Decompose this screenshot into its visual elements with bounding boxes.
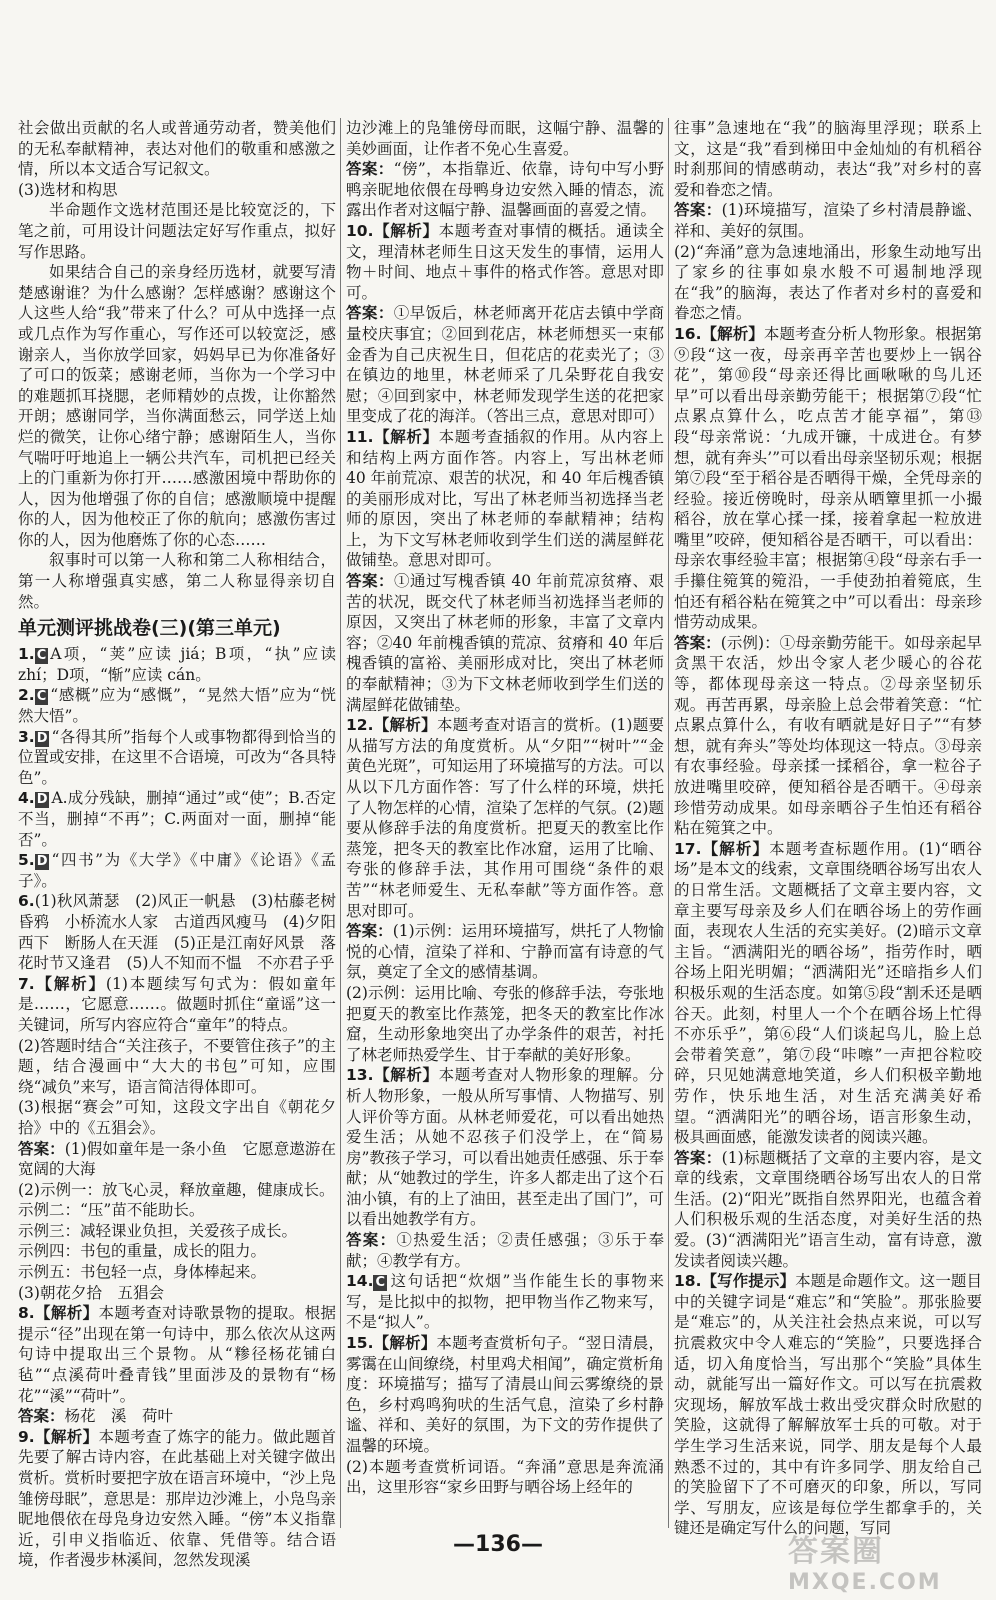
answer-item <box>18 1303 336 1406</box>
column-3 <box>674 118 982 1538</box>
answer-text: 往事”急速地在“我”的脑海里浮现；联系上文，这是“我”看到梯田中金灿灿的有机稻谷时刹那间的情感萌动，表达“我”对乡村的喜爱和眷恋之情。 <box>674 119 982 199</box>
answer-text: (3)朝花夕拾 五猖会 <box>18 1283 164 1302</box>
answer-text: 本题考查插叙的作用。从内容上和结构上两方面作答。内容上，写出林老师 40 年前荒凉、艰苦的状况，和 40 年后槐香镇的美丽形成对比，写出了林老师当初选择当老师的原因，突出了林老师的奉献精神；结构上，为下文写林老师收到学生们送的满屋鲜花做铺垫。意思对即可。 <box>346 427 664 570</box>
answer-text: 本题考查对诗歌景物的提取。根据提示“径”出现在第一句诗中，那么依次从这两句诗中提取出三个景物。从“糁径杨花铺白毡”“点溪荷叶叠青钱”里面涉及的景物有“杨花”“溪”“荷叶”。 <box>18 1304 336 1405</box>
answer-tag: 【解析】 <box>701 838 770 858</box>
answer-tag: 【解析】 <box>34 973 106 993</box>
answer-text: (1)环境描写，渲染了乡村清晨静谧、祥和、美好的氛围。 <box>674 201 982 240</box>
answer-item <box>18 644 336 685</box>
answer-tag: 答案： <box>346 571 394 591</box>
column-1 <box>18 118 336 1570</box>
question-number: 1. <box>18 645 35 664</box>
paragraph: 叙事时可以第一人称和第二人称相结合，第一人称增强真实感，第二人称显得亲切自然。 <box>18 551 336 611</box>
answer-text: A.成分残缺，删掉“通过”或“使”；B.否定不当，删掉“不再”；C.两面对一面，删掉“能否”。 <box>18 789 336 849</box>
column-2 <box>346 118 664 1528</box>
question-number: 18. <box>674 1272 702 1291</box>
choice-badge: D <box>36 792 48 808</box>
site-watermark <box>788 1526 988 1595</box>
paragraph: 如果结合自己的亲身经历选材，就要写清楚感谢谁？为什么感谢？怎样感谢？感谢这个人这些人给“我”带来了什么？可从中选择一点或几点作为写作重心，写作还可以较宽泛，感谢亲人，当你放学回家，妈妈早已为你准备好了可口的饭菜；感谢老师，当你为一个学习中的难题抓耳挠腮，老师精妙的点拨，让你豁然开朗；感谢同学，当你满面愁云，同学送上灿烂的微笑，让你心绪宁静；感谢陌生人，当你气喘吁吁地追上一辆公共汽车，司机把已经关上的门重新为你打开……感激困境中帮助你的人，因为他增强了你的自信；感激顺境中提醒你的人，因为他校正了你的航向；感激伤害过你的人，因为他磨炼了你的心态…… <box>18 263 336 549</box>
answer-tag: 答案： <box>674 200 722 220</box>
answer-item <box>674 242 982 324</box>
answer-item <box>18 685 336 726</box>
answer-text: (1)秋风萧瑟 (2)风正一帆悬 (3)枯藤老树昏鸦 小桥流水人家 古道西风瘦马 (4)夕阳西下 断肠人在天涯 (5)正是江南好风景 落花时节又逢君 (5)人不知而不愠 不亦君子乎 <box>18 892 336 973</box>
answer-tag: 【写作提示】 <box>701 1271 796 1291</box>
question-number: 5. <box>18 851 35 870</box>
answer-item <box>18 1283 336 1304</box>
answer-item <box>346 1457 664 1498</box>
answer-item <box>18 788 336 850</box>
answer-item <box>18 1200 336 1221</box>
answer-tag: 答案： <box>18 1138 65 1158</box>
answer-tag: 【解析】 <box>373 1333 437 1353</box>
answer-text: (2)答题时结合“关注孩子，不要管住孩子”的主题，结合漫画中“大大的书包”可知，应围绕“减负”来写，语言简洁得体即可。 <box>18 1036 336 1096</box>
answer-text: 示例五：书包轻一点，身体棒起来。 <box>18 1263 267 1282</box>
answer-item <box>18 1262 336 1283</box>
paragraph: 半命题作文选材范围还是比较宽泛的，下笔之前，可用设计问题法定好写作重点，拟好写作思路。 <box>18 201 336 261</box>
answer-text: ①通过写槐香镇 40 年前荒凉贫瘠、艰苦的状况，既交代了林老师当初选择当老师的原因，又突出了林老师的形象，丰富了文章内容；②40 年前槐香镇的荒凉、贫瘠和 40 年后槐香镇的富裕、美丽形成对比，突出了林老师的奉献精神；③为下文林老师收到学生们送的满屋鲜花做铺垫。 <box>346 572 664 714</box>
answer-text: (2)“奔涌”意为急速地涌出，形象生动地写出了家乡的往事如泉水般不可遏制地浮现在“我”的脑海，表达了作者对乡村的喜爱和眷恋之情。 <box>674 242 982 323</box>
answer-item <box>674 1148 982 1272</box>
answer-text: (1)标题概括了文章的主要内容，是文章的线索，文章围绕晒谷场写出农人的日常生活。(2)“阳光”既指自然界阳光，也蕴含着人们积极乐观的生活态度，对美好生活的热爱。(3)“洒满阳光”语言生动，富有诗意，激发读者阅读兴趣。 <box>674 1148 982 1270</box>
answer-tag: 【解析】 <box>34 1426 99 1446</box>
answer-tag: 【解析】 <box>373 1065 439 1085</box>
answer-item <box>18 1406 336 1427</box>
answer-text: “四书”为《大学》《中庸》《论语》《孟子》。 <box>18 851 336 890</box>
answer-item <box>346 1065 664 1230</box>
answer-tag: 【解析】 <box>34 1303 99 1323</box>
question-number: 14. <box>346 1272 374 1291</box>
answer-list <box>346 118 664 1498</box>
choice-badge: C <box>36 648 47 664</box>
answer-text: “感概”应为“感慨”，“晃然大悟”应为“恍然大悟”。 <box>18 686 336 726</box>
answer-item <box>674 839 982 1148</box>
answer-text: (1)本题续写句式为：假如童年是……，它愿意……。做题时抓住“童谣”这一关键词，所写内容应符合“童年”的特点。 <box>18 974 336 1034</box>
answer-item <box>674 200 982 241</box>
answer-item <box>18 727 336 789</box>
answer-item <box>346 921 664 983</box>
answer-item <box>18 891 336 973</box>
choice-badge: D <box>36 730 48 746</box>
answer-text: (2)示例：运用比喻、夸张的修辞手法，夸张地把夏天的教室比作蒸笼，把冬天的教室比作冰窟，生动形象地突出了办学条件的艰苦，衬托了林老师热爱学生、甘于奉献的美好形象。 <box>346 983 664 1064</box>
question-number: 7. <box>18 974 35 993</box>
answer-text: 本题考查分析人物形象。根据第⑨段“这一夜，母亲再辛苦也要炒上一锅谷花”，第⑩段“母亲还得比画啾啾的鸟儿还早”可以看出母亲勤劳能干；根据第⑦段“忙点累点算什么，吃点苦才能享福”，第⑬段“母亲常说：‘九成开镰，十成进仓。有梦想，就有奔头’”可以看出母亲坚韧乐观；根据第⑦段“至于稻谷是否晒得干燥，全凭母亲的经验。接近傍晚时，母亲从晒簟里抓一小撮稻谷，放在掌心揉一揉，接着拿起一粒放进嘴里”咬碎，便知稻谷是否晒干，可以看出：母亲农事经验丰富；根据第④段“母亲右手一手攥住箢箕的箢沿，一手使劲拍着箢底，生怕还有稻谷粘在箢箕之中”可以看出：母亲珍惜劳动成果。 <box>674 324 982 632</box>
answer-item <box>346 221 664 303</box>
choice-badge: C <box>36 689 47 705</box>
question-number: 17. <box>674 839 702 858</box>
answer-item <box>18 974 336 1036</box>
answer-item <box>674 324 982 633</box>
answer-item <box>346 983 664 1065</box>
answer-text: ①热爱生活；②责任感强；③乐于奉献；④教学有方。 <box>346 1231 664 1270</box>
answer-item <box>346 715 664 921</box>
answer-text: (2)本题考查赏析词语。“奔涌”意思是奔流涌出，这里形容“家乡田野与晒谷场上经年的 <box>346 1457 664 1497</box>
question-number: 6. <box>18 892 35 911</box>
answer-item <box>346 571 664 715</box>
answer-text: 本题考查对人物形象的理解。分析人物形象，一般从所写事情、人物描写、别人评价等方面。从林老师爱花，可以看出她热爱生活；从她不忍孩子们没学上，在“简易房”教孩子学习，可以看出她责任感强、乐于奉献；从“她教过的学生，许多人都走出了这个石油小镇，有的上了油田，甚至走出了国门”，可以看出她教学有方。 <box>346 1066 664 1229</box>
answer-tag: 【解析】 <box>373 426 439 446</box>
answer-list <box>674 118 982 1539</box>
answer-text: 边沙滩上的凫雏傍母而眠，这幅宁静、温馨的美妙画面，让作者不免心生喜爱。 <box>346 119 664 158</box>
answer-item <box>346 159 664 221</box>
answer-text: A项，“荚”应读 jiá；B项，“执”应读 zhí；D项，“惭”应读 cán。 <box>18 645 336 684</box>
answer-text: (示例)：①母亲勤劳能干。如母亲起早贪黑干农活，炒出令家人老少暖心的谷花等，都体现母亲这一特点。②母亲坚韧乐观。再苦再累，母亲脸上总会带着笑意：“忙点累点算什么，有收有晒就是好日子”“有梦想，就有奔头”等处均体现这一特点。③母亲有农事经验。母亲揉一揉稻谷，拿一粒谷子放进嘴里咬碎，便知稻谷是否晒干。④母亲珍惜劳动成果。如母亲晒谷子生怕还有稻谷粘在箢箕之中。 <box>674 633 982 838</box>
answer-text: 示例三：减轻课业负担，关爱孩子成长。 <box>18 1221 298 1240</box>
answer-text: (3)根据“赛会”可知，这段文字出自《朝花夕拾》中的《五猖会》。 <box>18 1098 336 1137</box>
answer-tag: 【解析】 <box>373 220 439 240</box>
answer-text: 本题考查赏析句子。“翌日清晨，雾霭在山间缭绕，村里鸡犬相闻”，确定赏析角度：环境描写；描写了清晨山间云雾缭绕的景色，乡村鸡鸣狗吠的生活气息，渲染了乡村静谧、祥和、美好的氛围，为下文的劳作提供了温馨的环境。 <box>346 1334 664 1455</box>
answer-text: 本题是命题作文。这一题目中的关键字词是“难忘”和“笑脸”。那张脸要是“难忘”的，从关注社会热点来说，可以写抗震救灾中令人难忘的“笑脸”，只要选择合适，切入角度恰当，写出那个“笑脸”具体生动，就能写出一篇好作文。可以写在抗震救灾现场，解放军战士救出受灾群众时欣慰的笑脸，这就得了解解放军士兵的可敬。对于学生学习生活来说，同学、朋友是每个人最熟悉不过的，其中有许多同学、朋友给自己的笑脸留下了不可磨灭的印象，所以，写同学、写朋友，应该是每位学生都拿手的，关键还是确定写什么的问题，写同 <box>674 1272 982 1538</box>
answer-item <box>18 1139 336 1180</box>
answer-item <box>18 1036 336 1098</box>
answer-item <box>18 1097 336 1138</box>
answer-tag: 答案： <box>346 921 393 941</box>
answer-text: (2)示例一：放飞心灵，释放童趣，健康成长。 <box>18 1180 335 1199</box>
answer-text: 示例二：“压”苗不能助长。 <box>18 1201 205 1220</box>
answer-tag: 答案： <box>674 632 721 652</box>
choice-badge: D <box>36 854 48 870</box>
answer-text: “傍”，本指靠近、依靠，诗句中写小野鸭亲昵地依偎在母鸭身边安然入睡的情态，流露出作者对这幅宁静、温馨画面的喜爱之情。 <box>346 160 664 220</box>
answer-item <box>346 1333 664 1457</box>
answer-item <box>346 118 664 159</box>
question-number: 16. <box>674 324 702 343</box>
answer-text: 本题考查了炼字的能力。做此题首先要了解古诗内容，在此基础上对关键字做出赏析。赏析时要把字放在语言环境中，“沙上凫雏傍母眠”，意思是：那岸边沙滩上，小凫鸟亲昵地偎依在母凫身边安然入睡。“傍”本义指靠近，引申义指临近、依靠、凭借等。结合语境，作者漫步林溪间，忽然发现溪 <box>18 1427 336 1570</box>
column-divider-1 <box>340 118 341 1528</box>
answer-item <box>674 1271 982 1539</box>
paragraph: 社会做出贡献的名人或普通劳动者，赞美他们的无私奉献精神，表达对他们的敬重和感激之情，所以本文适合写记叙文。 <box>18 119 336 179</box>
paragraph: (3)选材和构思 <box>18 180 118 199</box>
answer-tag: 答案： <box>346 1230 397 1250</box>
answer-text: ①早饭后，林老师离开花店去镇中学商量校庆事宜；②回到花店，林老师想买一束郁金香为自己庆祝生日，但花店的花卖光了；③在镇边的地里，林老师采了几朵野花自我安慰；④回到家中，林老师发现学生送的花把家里变成了花的海洋。（答出三点，意思对即可） <box>346 304 664 426</box>
answer-text: 本题考查对语言的赏析。(1)题要从描写方法的角度赏析。从“夕阳”“树叶”“金黄色光斑”，可知运用了环境描写的方法。可以从以下几方面作答：写了什么样的环境，烘托了人物怎样的心情，渲染了怎样的气氛。(2)题要从修辞手法的角度赏析。把夏天的教室比作蒸笼，把冬天的教室比作冰窟，运用了比喻、夸张的修辞手法，其作用可围绕“条件的艰苦”“林老师爱生、无私奉献”等方面作答。意思对即可。 <box>346 716 664 920</box>
section-title: 单元测评挑战卷(三)(第三单元) <box>18 617 281 640</box>
answer-text: (1)示例：运用环境描写，烘托了人物愉悦的心情，渲染了祥和、宁静而富有诗意的气氛，奠定了全文的感情基调。 <box>346 922 664 982</box>
question-number: 11. <box>346 427 374 446</box>
choice-badge: C <box>375 1275 386 1291</box>
answer-item <box>18 1241 336 1262</box>
watermark-line-2: MXQE.COM <box>788 1570 942 1595</box>
answer-item <box>346 303 664 427</box>
answer-text: 这句话把“炊烟”当作能生长的事物来写，是比拟中的拟物，把甲物当作乙物来写，不是“拟人”。 <box>346 1272 664 1332</box>
answer-item <box>674 633 982 839</box>
page-number: —136— <box>453 1532 543 1557</box>
answer-tag: 答案： <box>18 1406 65 1426</box>
answer-item <box>346 427 664 571</box>
answer-item <box>18 1221 336 1242</box>
question-number: 9. <box>18 1427 35 1446</box>
answer-tag: 【解析】 <box>373 715 437 735</box>
answer-text: 杨花 溪 荷叶 <box>64 1407 174 1426</box>
top-margin <box>0 0 996 112</box>
answer-text: 本题考查标题作用。(1)“晒谷场”是本文的线索，文章围绕晒谷场写出农人的日常生活。文题概括了文章主要内容，文章主要写母亲及乡人们在晒谷场上的劳作画面，表现农人生活的充实美好。(2)暗示文章主旨。“洒满阳光的晒谷场”，指劳作时，晒谷场上阳光明媚；“洒满阳光”还暗指乡人们积极乐观的生活态度。如第⑤段“割禾还是晒谷天。此刻，村里人一个个在晒谷场上忙得不亦乐乎”，第⑥段“人们谈起鸟儿，脸上总会带着笑意”，第⑦段“咔嚓”一声把谷粒咬碎，只见她满意地笑道，乡人们积极辛勤地劳作，快乐地生活，对生活充满美好希望。“洒满阳光”的晒谷场，语言形象生动，极具画面感，能激发读者的阅读兴趣。 <box>674 839 982 1147</box>
question-number: 8. <box>18 1304 35 1323</box>
answer-tag: 答案： <box>346 303 394 323</box>
answer-item <box>346 1230 664 1271</box>
column-divider-2 <box>668 118 669 1528</box>
question-number: 13. <box>346 1066 374 1085</box>
answer-tag: 【解析】 <box>701 323 764 343</box>
answer-item <box>674 118 982 200</box>
answer-item <box>18 1180 336 1201</box>
answer-tag: 答案： <box>346 159 394 179</box>
question-number: 10. <box>346 221 374 240</box>
question-number: 3. <box>18 727 35 746</box>
answer-tag: 答案： <box>674 1147 722 1167</box>
question-number: 15. <box>346 1334 374 1353</box>
answer-text: 示例四：书包的重量，成长的阻力。 <box>18 1242 267 1261</box>
answer-list <box>18 644 336 1571</box>
question-number: 4. <box>18 789 35 808</box>
answer-text: (1)假如童年是一条小鱼 它愿意遨游在宽阔的大海 <box>18 1139 336 1179</box>
answer-text: 本题考查对事情的概括。通读全文，理清林老师生日这天发生的事情，运用人物＋时间、地点＋事件的格式作答。意思对即可。 <box>346 221 664 302</box>
question-number: 2. <box>18 686 35 705</box>
answer-item <box>346 1271 664 1333</box>
answer-text: “各得其所”指每个人或事物都得到恰当的位置或安排，在这里不合语境，可改为“各具特色”。 <box>18 727 336 787</box>
answer-item <box>18 850 336 891</box>
question-number: 12. <box>346 716 374 735</box>
watermark-line-1: 答案圈 <box>788 1534 884 1569</box>
